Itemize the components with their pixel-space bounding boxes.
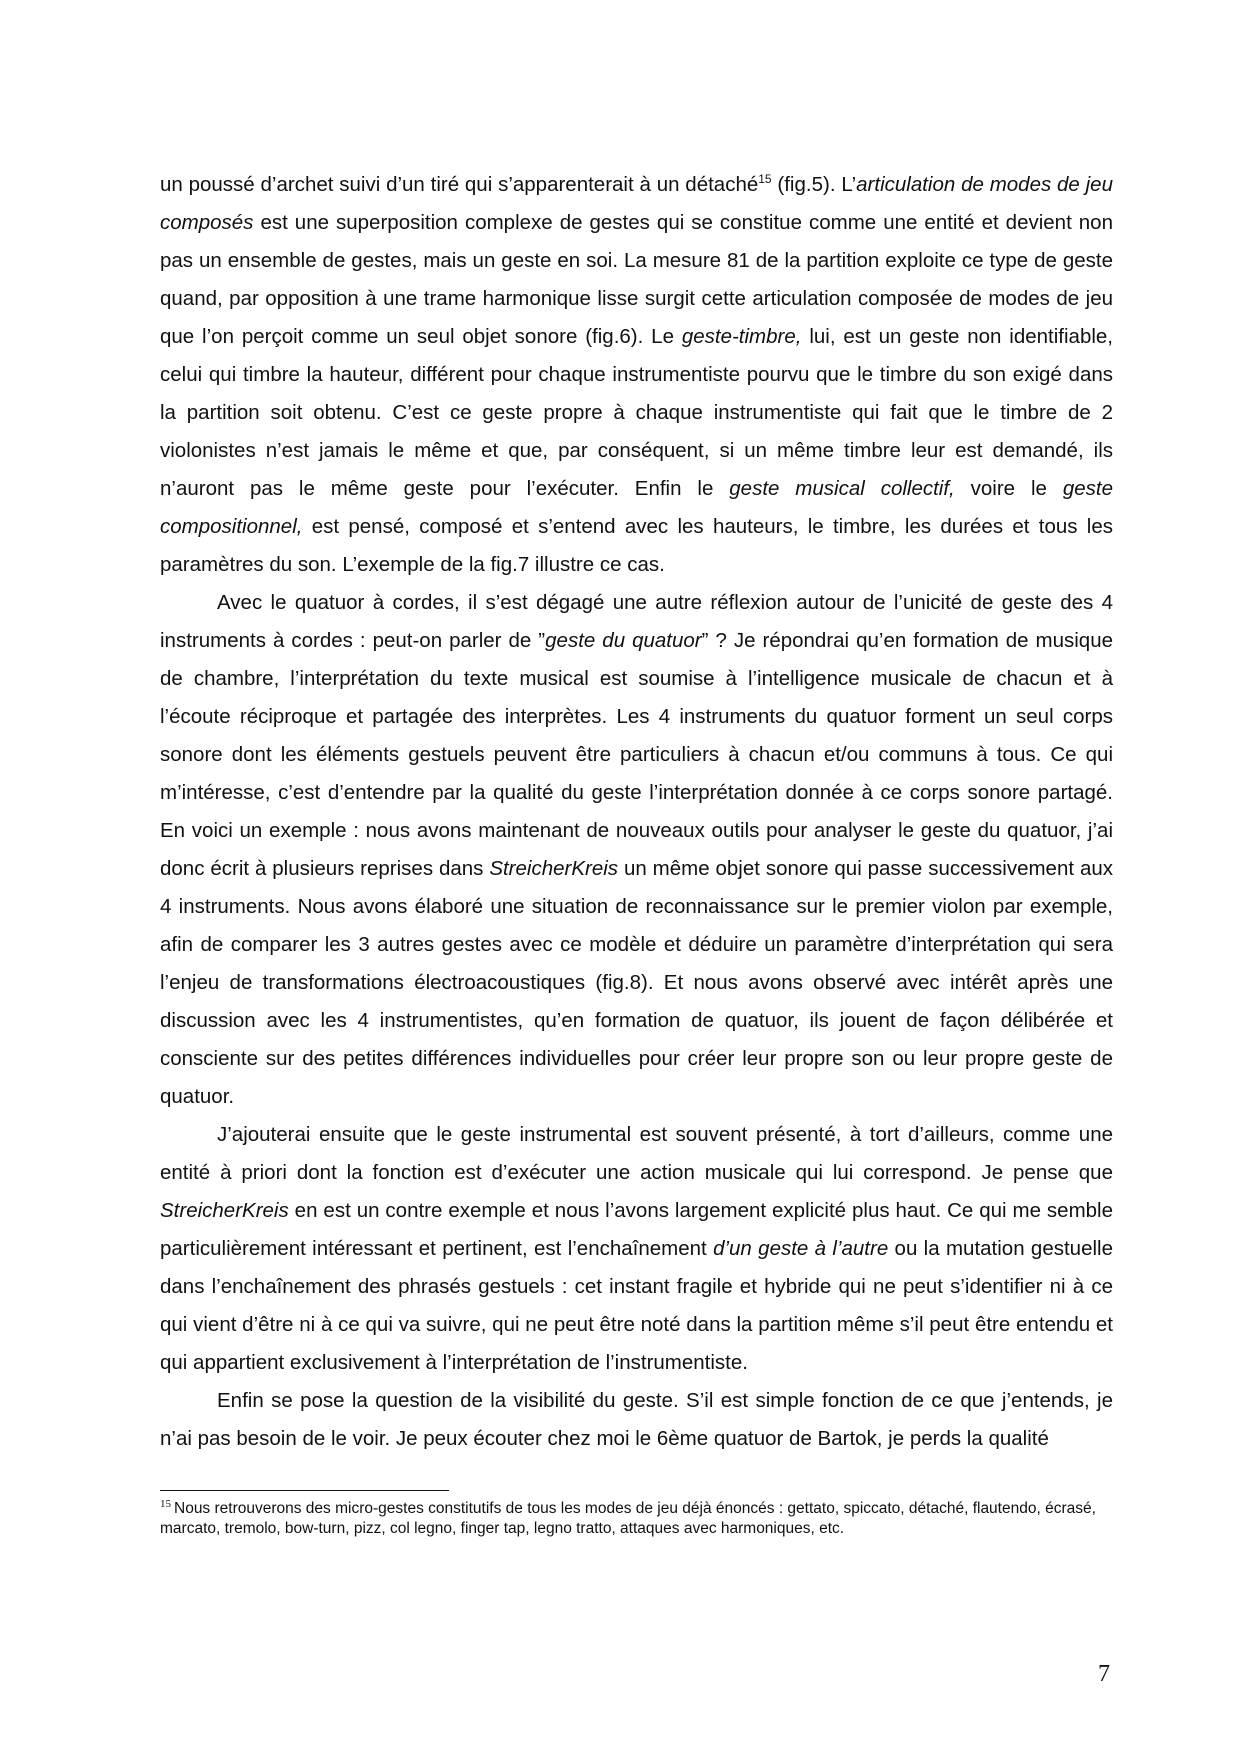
italic-term: geste compositionnel, [160,477,1113,538]
text-run: (fig.5). L’ [771,173,857,196]
text-run: J’ajouterai ensuite que le geste instrumental est souvent présenté, à tort d’ailleurs, comme une entité à priori dont la fonction est d’exécuter une action musicale qui lui correspond. Je pense que [160,1123,1113,1184]
text-run: ” ? Je répondrai qu’en formation de musique de chambre, l’interprétation du texte musical est soumise à l’intelligence musicale de chacun et à l’écoute réciproque et partagée des interprètes. Les 4 instruments du quatuor forment un seul corps sonore dont les éléments gestuels peuvent être particuliers à chacun et/ou communs à tous. Ce qui m’intéresse, c’est d’entendre par la qualité du geste l’interprétation donnée à ce corps sonore partagé. En voici un exemple : nous avons maintenant de nouveaux outils pour analyser le geste du quatuor, j’ai donc écrit à plusieurs reprises dans [160,629,1113,880]
paragraph-4 [160,1382,1113,1458]
paragraph-1 [160,166,1113,584]
page-number: 7 [1098,1661,1110,1687]
body-text [160,166,1113,1458]
footnote [160,1499,1113,1539]
italic-term: d’un geste à l’autre [713,1237,889,1260]
text-run: ou la mutation gestuelle dans l’enchaînement des phrasés gestuels : cet instant fragile et hybride qui ne peut s’identifier ni à ce qui vient d’être ni à ce qui va suivre, qui ne peut être noté dans la partition même s’il peut être entendu et qui appartient exclusivement à l’interprétation de l’instrumentiste. [160,1237,1113,1374]
footnote-number: 15 [160,1498,171,1510]
paragraph-2 [160,584,1113,1116]
text-run: est une superposition complexe de gestes qui se constitue comme une entité et devient non pas un ensemble de gestes, mais un geste en soi. La mesure 81 de la partition exploite ce type de geste quand, par opposition à une trame harmonique lisse surgit cette articulation composée de modes de jeu que l’on perçoit comme un seul objet sonore (fig.6). Le [160,211,1113,348]
italic-term: StreicherKreis [160,1199,289,1222]
italic-term: geste-timbre, [681,325,802,348]
paragraph-3 [160,1116,1113,1382]
italic-term: geste du quatuor [545,629,702,652]
footnote-separator [160,1490,449,1491]
text-run: Enfin se pose la question de la visibilité du geste. S’il est simple fonction de ce que j’entends, je n’ai pas besoin de le voir. Je peux écouter chez moi le 6ème quatuor de Bartok, je perds la qualité [160,1389,1113,1450]
text-run: en est un contre exemple et nous l’avons largement explicité plus haut. Ce qui me semble particulièrement intéressant et pertinent, est l’enchaînement [160,1199,1113,1260]
text-run: voire le [954,477,1063,500]
italic-term: geste musical collectif, [729,477,955,500]
footnote-text: Nous retrouverons des micro-gestes constitutifs de tous les modes de jeu déjà énoncés : gettato, spiccato, détaché, flautendo, écrasé, marcato, tremolo, bow-turn, pizz, col legno, finger tap, legno tratto, attaques avec harmoniques, etc. [160,1500,1096,1537]
text-run: un poussé d’archet suivi d’un tiré qui s’apparenterait à un détaché [160,173,759,196]
italic-term: StreicherKreis [489,857,619,880]
text-run: un même objet sonore qui passe successivement aux 4 instruments. Nous avons élaboré une situation de reconnaissance sur le premier violon par exemple, afin de comparer les 3 autres gestes avec ce modèle et déduire un paramètre d’interprétation qui sera l’enjeu de transformations électroacoustiques (fig.8). Et nous avons observé avec intérêt après une discussion avec les 4 instrumentistes, qu’en formation de quatuor, ils jouent de façon délibérée et consciente sur des petites différences individuelles pour créer leur propre son ou leur propre geste de quatuor. [160,857,1113,1108]
text-run: Avec le quatuor à cordes, il s’est dégagé une autre réflexion autour de l’unicité de geste des 4 instruments à cordes : peut-on parler de ” [160,591,1113,652]
text-run: lui, est un geste non identifiable, celui qui timbre la hauteur, différent pour chaque instrumentiste pourvu que le timbre du son exigé dans la partition soit obtenu. C’est ce geste propre à chaque instrumentiste qui fait que le timbre de 2 violonistes n’est jamais le même et que, par conséquent, si un même timbre leur est demandé, ils n’auront pas le même geste pour l’exécuter. Enfin le [160,325,1114,500]
italic-term: articulation de modes de jeu composés [160,173,1113,234]
text-run: est pensé, composé et s’entend avec les hauteurs, le timbre, les durées et tous les paramètres du son. L’exemple de la fig.7 illustre ce cas. [160,515,1113,576]
footnote-reference[interactable]: 15 [758,172,772,186]
